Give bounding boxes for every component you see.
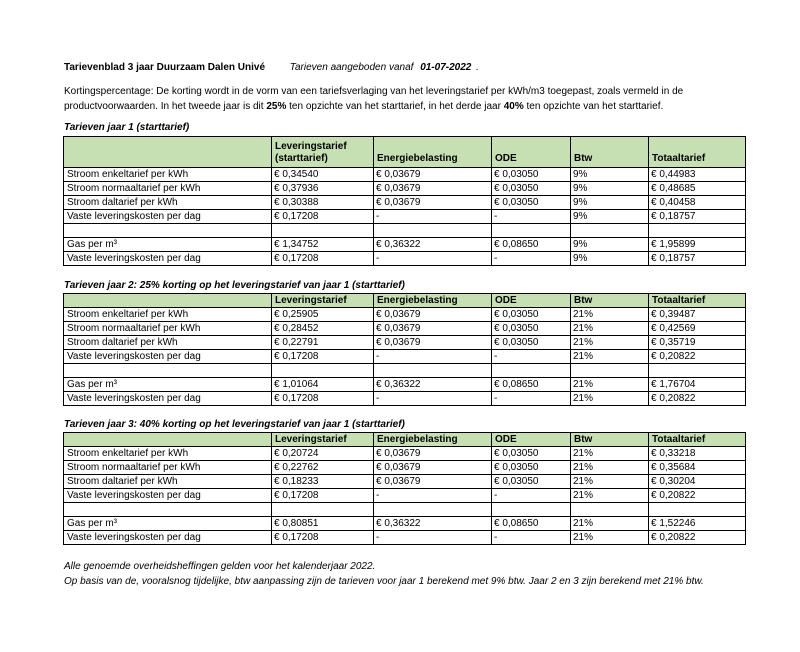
cell-label: Stroom daltarief per kWh xyxy=(64,196,272,210)
table-row xyxy=(64,322,746,336)
cell-total-rate: € 0,48685 xyxy=(649,182,746,196)
offer-date: 01-07-2022 xyxy=(420,62,472,73)
cell-vat: 9% xyxy=(571,196,649,210)
cell-energy-tax: € 0,03679 xyxy=(374,168,492,182)
cell-energy-tax: - xyxy=(374,350,492,364)
cell-supply-rate: € 0,22762 xyxy=(272,461,374,475)
offer-label: Tarieven aangeboden vanaf xyxy=(289,62,414,73)
cell-label: Vaste leveringskosten per dag xyxy=(64,350,272,364)
cell-total-rate: € 0,20822 xyxy=(649,489,746,503)
cell-supply-rate: € 0,17208 xyxy=(272,210,374,224)
cell-energy-tax: - xyxy=(374,489,492,503)
cell-total-rate: € 0,39487 xyxy=(649,308,746,322)
cell-supply-rate: € 0,17208 xyxy=(272,350,374,364)
column-header-ode: ODE xyxy=(492,294,571,308)
table-row xyxy=(64,392,746,406)
cell-vat: 21% xyxy=(571,350,649,364)
cell-total-rate xyxy=(649,224,746,238)
cell-energy-tax: € 0,36322 xyxy=(374,238,492,252)
cell-vat: 21% xyxy=(571,475,649,489)
footnote-vat: Op basis van de, vooralsnog tijdelijke, btw aanpassing zijn de tarieven voor jaar 1 berekend met 9% btw. Jaar 2 en 3 zijn berekend met 21% btw. xyxy=(64,576,704,587)
cell-supply-rate: € 0,25905 xyxy=(272,308,374,322)
cell-supply-rate: € 0,20724 xyxy=(272,447,374,461)
cell-vat: 21% xyxy=(571,378,649,392)
cell-label: Vaste leveringskosten per dag xyxy=(64,392,272,406)
cell-ode: € 0,08650 xyxy=(492,517,571,531)
column-header-label xyxy=(64,433,272,447)
cell-supply-rate: € 0,17208 xyxy=(272,252,374,266)
cell-supply-rate: € 0,17208 xyxy=(272,392,374,406)
column-header-energy-tax: Energiebelasting xyxy=(374,294,492,308)
cell-ode: € 0,03050 xyxy=(492,196,571,210)
column-header-vat: Btw xyxy=(571,137,649,168)
cell-energy-tax: - xyxy=(374,252,492,266)
table-row xyxy=(64,210,746,224)
cell-total-rate: € 0,35684 xyxy=(649,461,746,475)
cell-energy-tax: € 0,36322 xyxy=(374,378,492,392)
cell-energy-tax: € 0,03679 xyxy=(374,461,492,475)
cell-supply-rate: € 0,28452 xyxy=(272,322,374,336)
cell-energy-tax xyxy=(374,364,492,378)
column-header-total-rate: Totaaltarief xyxy=(649,294,746,308)
cell-total-rate: € 0,42569 xyxy=(649,322,746,336)
cell-ode: € 0,03050 xyxy=(492,475,571,489)
table-header-row xyxy=(64,137,746,168)
cell-supply-rate: € 0,17208 xyxy=(272,489,374,503)
cell-supply-rate: € 0,37936 xyxy=(272,182,374,196)
cell-supply-rate: € 0,34540 xyxy=(272,168,374,182)
cell-supply-rate: € 0,30388 xyxy=(272,196,374,210)
table-row xyxy=(64,531,746,545)
cell-vat: 21% xyxy=(571,392,649,406)
cell-supply-rate: € 0,17208 xyxy=(272,531,374,545)
table-row xyxy=(64,308,746,322)
cell-label: Vaste leveringskosten per dag xyxy=(64,252,272,266)
cell-total-rate: € 1,95899 xyxy=(649,238,746,252)
column-header-energy-tax: Energiebelasting xyxy=(374,433,492,447)
cell-total-rate: € 0,33218 xyxy=(649,447,746,461)
table-row xyxy=(64,378,746,392)
cell-vat: 21% xyxy=(571,308,649,322)
column-header-label xyxy=(64,137,272,168)
column-header-supply-rate: Leveringstarief xyxy=(272,294,374,308)
cell-energy-tax: € 0,03679 xyxy=(374,322,492,336)
column-header-total-rate: Totaaltarief xyxy=(649,137,746,168)
column-header-supply-rate: Leveringstarief xyxy=(272,433,374,447)
discount-explanation xyxy=(64,85,744,114)
cell-energy-tax: - xyxy=(374,531,492,545)
cell-total-rate xyxy=(649,364,746,378)
cell-vat: 21% xyxy=(571,447,649,461)
column-header-energy-tax: Energiebelasting xyxy=(374,137,492,168)
cell-total-rate: € 0,18757 xyxy=(649,210,746,224)
cell-energy-tax: € 0,03679 xyxy=(374,182,492,196)
cell-supply-rate xyxy=(272,224,374,238)
cell-label xyxy=(64,364,272,378)
column-header-label xyxy=(64,294,272,308)
cell-label: Gas per m³ xyxy=(64,517,272,531)
cell-label: Vaste leveringskosten per dag xyxy=(64,489,272,503)
cell-vat: 9% xyxy=(571,168,649,182)
cell-ode: € 0,03050 xyxy=(492,336,571,350)
cell-vat: 9% xyxy=(571,252,649,266)
offer-date-suffix: . xyxy=(476,62,479,73)
footnote-levies: Alle genoemde overheidsheffingen gelden voor het kalenderjaar 2022. xyxy=(64,561,376,572)
column-header-vat: Btw xyxy=(571,433,649,447)
tariff-table-year1 xyxy=(63,136,746,266)
cell-label: Stroom enkeltarief per kWh xyxy=(64,168,272,182)
cell-ode: - xyxy=(492,210,571,224)
cell-label: Stroom enkeltarief per kWh xyxy=(64,308,272,322)
cell-label: Stroom daltarief per kWh xyxy=(64,336,272,350)
cell-label: Stroom enkeltarief per kWh xyxy=(64,447,272,461)
cell-ode: € 0,03050 xyxy=(492,168,571,182)
intro-text-2: ten opzichte van het starttarief, in het derde jaar xyxy=(286,100,504,112)
cell-ode: € 0,03050 xyxy=(492,447,571,461)
cell-vat: 21% xyxy=(571,531,649,545)
cell-vat: 9% xyxy=(571,182,649,196)
cell-label: Stroom normaaltarief per kWh xyxy=(64,322,272,336)
cell-total-rate: € 0,18757 xyxy=(649,252,746,266)
table-row xyxy=(64,447,746,461)
cell-vat: 21% xyxy=(571,336,649,350)
intro-text-3: ten opzichte van het starttarief. xyxy=(523,100,664,112)
spacer-row xyxy=(64,224,746,238)
cell-total-rate: € 0,44983 xyxy=(649,168,746,182)
table-row xyxy=(64,489,746,503)
cell-vat: 21% xyxy=(571,322,649,336)
tariff-table-year2 xyxy=(63,293,746,406)
cell-ode xyxy=(492,364,571,378)
cell-total-rate: € 0,20822 xyxy=(649,350,746,364)
cell-total-rate: € 0,40458 xyxy=(649,196,746,210)
table-title-year3: Tarieven jaar 3: 40% korting op het leveringstarief van jaar 1 (starttarief) xyxy=(64,419,405,430)
cell-label xyxy=(64,224,272,238)
cell-energy-tax: € 0,03679 xyxy=(374,196,492,210)
cell-label xyxy=(64,503,272,517)
cell-label: Gas per m³ xyxy=(64,238,272,252)
table-row xyxy=(64,238,746,252)
table-header-row xyxy=(64,433,746,447)
cell-ode: - xyxy=(492,489,571,503)
cell-ode: € 0,03050 xyxy=(492,461,571,475)
cell-supply-rate: € 0,18233 xyxy=(272,475,374,489)
cell-vat: 9% xyxy=(571,238,649,252)
cell-supply-rate: € 0,22791 xyxy=(272,336,374,350)
table-row xyxy=(64,336,746,350)
intro-bold-year2: 25% xyxy=(266,100,287,112)
cell-energy-tax: € 0,03679 xyxy=(374,447,492,461)
cell-vat: 21% xyxy=(571,489,649,503)
cell-label: Vaste leveringskosten per dag xyxy=(64,210,272,224)
cell-supply-rate xyxy=(272,364,374,378)
cell-energy-tax xyxy=(374,503,492,517)
table-row xyxy=(64,461,746,475)
cell-vat xyxy=(571,503,649,517)
table-row xyxy=(64,196,746,210)
cell-energy-tax: - xyxy=(374,392,492,406)
cell-energy-tax: € 0,03679 xyxy=(374,475,492,489)
document-title: Tarievenblad 3 jaar Duurzaam Dalen Univé xyxy=(64,62,266,73)
cell-ode: € 0,08650 xyxy=(492,238,571,252)
cell-total-rate xyxy=(649,503,746,517)
cell-supply-rate xyxy=(272,503,374,517)
cell-supply-rate: € 0,80851 xyxy=(272,517,374,531)
table-row xyxy=(64,182,746,196)
cell-total-rate: € 0,20822 xyxy=(649,392,746,406)
cell-ode: - xyxy=(492,350,571,364)
table-row xyxy=(64,350,746,364)
cell-ode: - xyxy=(492,392,571,406)
cell-ode: - xyxy=(492,531,571,545)
cell-energy-tax: € 0,36322 xyxy=(374,517,492,531)
cell-ode: € 0,03050 xyxy=(492,322,571,336)
cell-vat xyxy=(571,224,649,238)
cell-total-rate: € 0,30204 xyxy=(649,475,746,489)
cell-vat: 21% xyxy=(571,517,649,531)
cell-total-rate: € 0,20822 xyxy=(649,531,746,545)
table-title-year1: Tarieven jaar 1 (starttarief) xyxy=(64,122,190,133)
cell-label: Vaste leveringskosten per dag xyxy=(64,531,272,545)
column-header-total-rate: Totaaltarief xyxy=(649,433,746,447)
cell-label: Gas per m³ xyxy=(64,378,272,392)
cell-ode: € 0,03050 xyxy=(492,182,571,196)
spacer-row xyxy=(64,364,746,378)
cell-ode: € 0,08650 xyxy=(492,378,571,392)
table-row xyxy=(64,168,746,182)
cell-ode xyxy=(492,224,571,238)
column-header-ode: ODE xyxy=(492,137,571,168)
document-header xyxy=(64,62,479,73)
cell-supply-rate: € 1,34752 xyxy=(272,238,374,252)
table-header-row xyxy=(64,294,746,308)
table-row xyxy=(64,252,746,266)
cell-energy-tax: - xyxy=(374,210,492,224)
column-header-supply-rate: Leveringstarief (starttarief) xyxy=(272,137,374,168)
table-row xyxy=(64,517,746,531)
cell-label: Stroom daltarief per kWh xyxy=(64,475,272,489)
tariff-table-year3 xyxy=(63,432,746,545)
cell-energy-tax: € 0,03679 xyxy=(374,336,492,350)
cell-total-rate: € 1,52246 xyxy=(649,517,746,531)
spacer-row xyxy=(64,503,746,517)
cell-total-rate: € 1,76704 xyxy=(649,378,746,392)
table-row xyxy=(64,475,746,489)
cell-vat: 21% xyxy=(571,461,649,475)
cell-ode xyxy=(492,503,571,517)
cell-vat: 9% xyxy=(571,210,649,224)
cell-ode: € 0,03050 xyxy=(492,308,571,322)
table-title-year2: Tarieven jaar 2: 25% korting op het leveringstarief van jaar 1 (starttarief) xyxy=(64,280,405,291)
cell-energy-tax xyxy=(374,224,492,238)
cell-energy-tax: € 0,03679 xyxy=(374,308,492,322)
cell-supply-rate: € 1,01064 xyxy=(272,378,374,392)
intro-bold-year3: 40% xyxy=(503,100,524,112)
cell-label: Stroom normaaltarief per kWh xyxy=(64,461,272,475)
intro-text-1: Kortingspercentage: De korting wordt in de vorm van een tariefsverlaging van het leveringstarief per kWh/m3 toegepast, zoals vermeld in de productvoorwaarden. In het tweede jaar is dit xyxy=(64,86,684,112)
cell-total-rate: € 0,35719 xyxy=(649,336,746,350)
cell-ode: - xyxy=(492,252,571,266)
cell-label: Stroom normaaltarief per kWh xyxy=(64,182,272,196)
column-header-ode: ODE xyxy=(492,433,571,447)
column-header-vat: Btw xyxy=(571,294,649,308)
cell-vat xyxy=(571,364,649,378)
